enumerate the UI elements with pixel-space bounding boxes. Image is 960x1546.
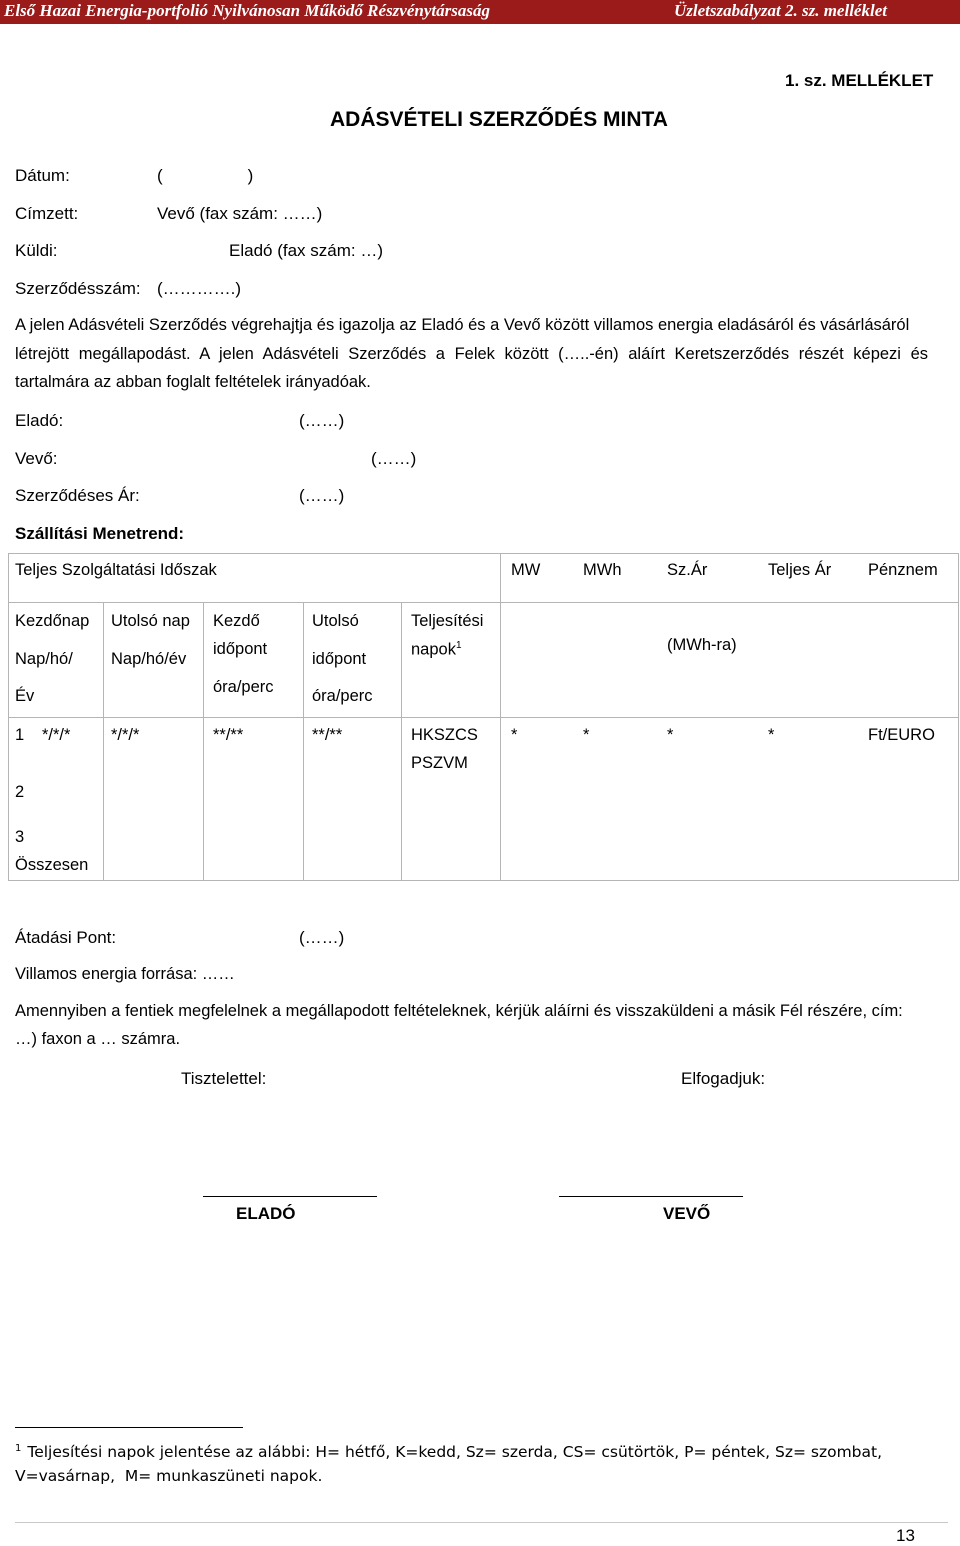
row1-number: 1 — [15, 726, 25, 744]
delivery-point-label: Átadási Pont: — [15, 928, 117, 947]
header-company: Első Hazai Energia-portfolió Nyilvánosan Működő Részvénytársaság — [4, 1, 490, 20]
header-annex: Üzletszabályzat 2. sz. melléklet — [674, 1, 887, 20]
price-label: Szerződéses Ár: — [15, 486, 140, 505]
table-row1-line — [8, 717, 958, 718]
row2-number: 2 — [15, 783, 25, 801]
seller-signature-line — [203, 1196, 377, 1197]
from-label: Küldi: — [15, 241, 58, 260]
row1-unit-price: * — [667, 726, 674, 744]
contract-number-label: Szerződésszám: — [15, 279, 141, 298]
annex-label: 1. sz. MELLÉKLET — [785, 71, 934, 90]
row1-days: HKSZCS — [411, 726, 478, 744]
to-label: Címzett: — [15, 204, 79, 223]
intro-line-3: tartalmára az abban foglalt feltételek irányadóak. — [15, 373, 371, 391]
subheader-start-day: Nap/hó/ — [15, 650, 73, 668]
row1-total-price: * — [768, 726, 775, 744]
subheader-end-time: Utolsó — [312, 612, 359, 630]
subheader-start-day: Kezdőnap — [15, 612, 90, 630]
intro-line-2: létrejött megállapodást. A jelen Adásvételi Szerződés a Felek között (…..-én) aláírt Keretszerződés részét képezi és — [15, 345, 928, 363]
header-unit-price: Sz.Ár — [667, 561, 708, 579]
subheader-per-mwh: (MWh-ra) — [667, 636, 737, 654]
footnote-separator — [15, 1427, 243, 1428]
table-col-divider — [401, 602, 402, 881]
subheader-end-time: időpont — [312, 650, 367, 668]
row1-start-time: **/** — [213, 726, 244, 744]
table-col-divider — [500, 553, 501, 881]
buyer-label: Vevő: — [15, 449, 58, 468]
row1-end-day: */*/* — [111, 726, 140, 744]
subheader-end-day: Utolsó nap — [111, 612, 190, 630]
table-col-divider — [103, 602, 104, 881]
seller-signature: ELADÓ — [236, 1204, 296, 1223]
buyer-value: (……) — [371, 449, 417, 468]
buyer-signature-line — [559, 1196, 743, 1197]
subheader-end-day: Nap/hó/év — [111, 650, 187, 668]
from-value: Eladó (fax szám: …) — [229, 241, 383, 260]
row1-mw: * — [511, 726, 518, 744]
row1-days: PSZVM — [411, 754, 468, 772]
row3-number: 3 — [15, 828, 25, 846]
header-mwh: MWh — [583, 561, 622, 579]
seller-value: (……) — [299, 411, 345, 430]
accepted-label: Elfogadjuk: — [681, 1069, 766, 1088]
contract-number-value: (………….) — [157, 279, 242, 298]
table-col-divider — [203, 602, 204, 881]
table-col-divider — [303, 602, 304, 881]
table-bottom-line — [8, 880, 958, 881]
table-right-border — [958, 553, 959, 881]
row1-start-day: */*/* — [42, 726, 71, 744]
footnote-mark: 1 — [15, 1443, 22, 1454]
intro-line-1: A jelen Adásvételi Szerződés végrehajtja és igazolja az Eladó és a Vevő között villamos energia eladásáról és vásárlásáról — [15, 316, 910, 334]
footnote-ref: 1 — [455, 640, 462, 651]
footer-rule — [15, 1522, 948, 1523]
row1-currency: Ft/EURO — [868, 726, 935, 744]
footnote-line-1 — [15, 1437, 882, 1464]
footnote — [15, 1437, 882, 1488]
price-value: (……) — [299, 486, 345, 505]
seller-label: Eladó: — [15, 411, 64, 430]
total-label: Összesen — [15, 856, 89, 874]
subheader-start-time: időpont — [213, 640, 268, 658]
header-total-price: Teljes Ár — [768, 561, 832, 579]
footnote-text-1: Teljesítési napok jelentése az alábbi: H= hétfő, K=kedd, Sz= szerda, CS= csütörtök, P= péntek, Sz= szombat, — [27, 1443, 883, 1462]
subheader-days: Teljesítési — [411, 612, 484, 630]
delivery-point-value: (……) — [299, 928, 345, 947]
row1-end-time: **/** — [312, 726, 343, 744]
schedule-title: Szállítási Menetrend: — [15, 524, 185, 543]
regards-label: Tisztelettel: — [181, 1069, 267, 1088]
table-top-line — [8, 553, 958, 554]
buyer-signature: VEVŐ — [663, 1204, 711, 1223]
subheader-start-time: Kezdő — [213, 612, 260, 630]
page-number: 13 — [896, 1526, 915, 1545]
subheader-start-day: Év — [15, 687, 35, 705]
subheader-days-label: napok — [411, 640, 456, 659]
energy-source-label: Villamos energia forrása: …… — [15, 965, 235, 983]
subheader-start-time: óra/perc — [213, 678, 274, 696]
footnote-line-2: V=vasárnap, M= munkaszüneti napok. — [15, 1467, 323, 1486]
header-period: Teljes Szolgáltatási Időszak — [15, 561, 217, 579]
table-header-line — [8, 602, 958, 603]
row1-mwh: * — [583, 726, 590, 744]
to-value: Vevő (fax szám: ……) — [157, 204, 323, 223]
request-line-1: Amennyiben a fentiek megfelelnek a megállapodott feltételeknek, kérjük aláírni és visszaküldeni a másik Fél részére, cím: — [15, 1002, 903, 1020]
subheader-days — [411, 640, 462, 660]
page-title: ADÁSVÉTELI SZERZŐDÉS MINTA — [330, 108, 668, 131]
request-line-2: …) faxon a … számra. — [15, 1030, 181, 1048]
subheader-end-time: óra/perc — [312, 687, 373, 705]
date-value: ( ) — [157, 166, 254, 185]
table-left-border — [8, 553, 9, 881]
date-label: Dátum: — [15, 166, 70, 185]
header-mw: MW — [511, 561, 541, 579]
header-currency: Pénznem — [868, 561, 938, 579]
